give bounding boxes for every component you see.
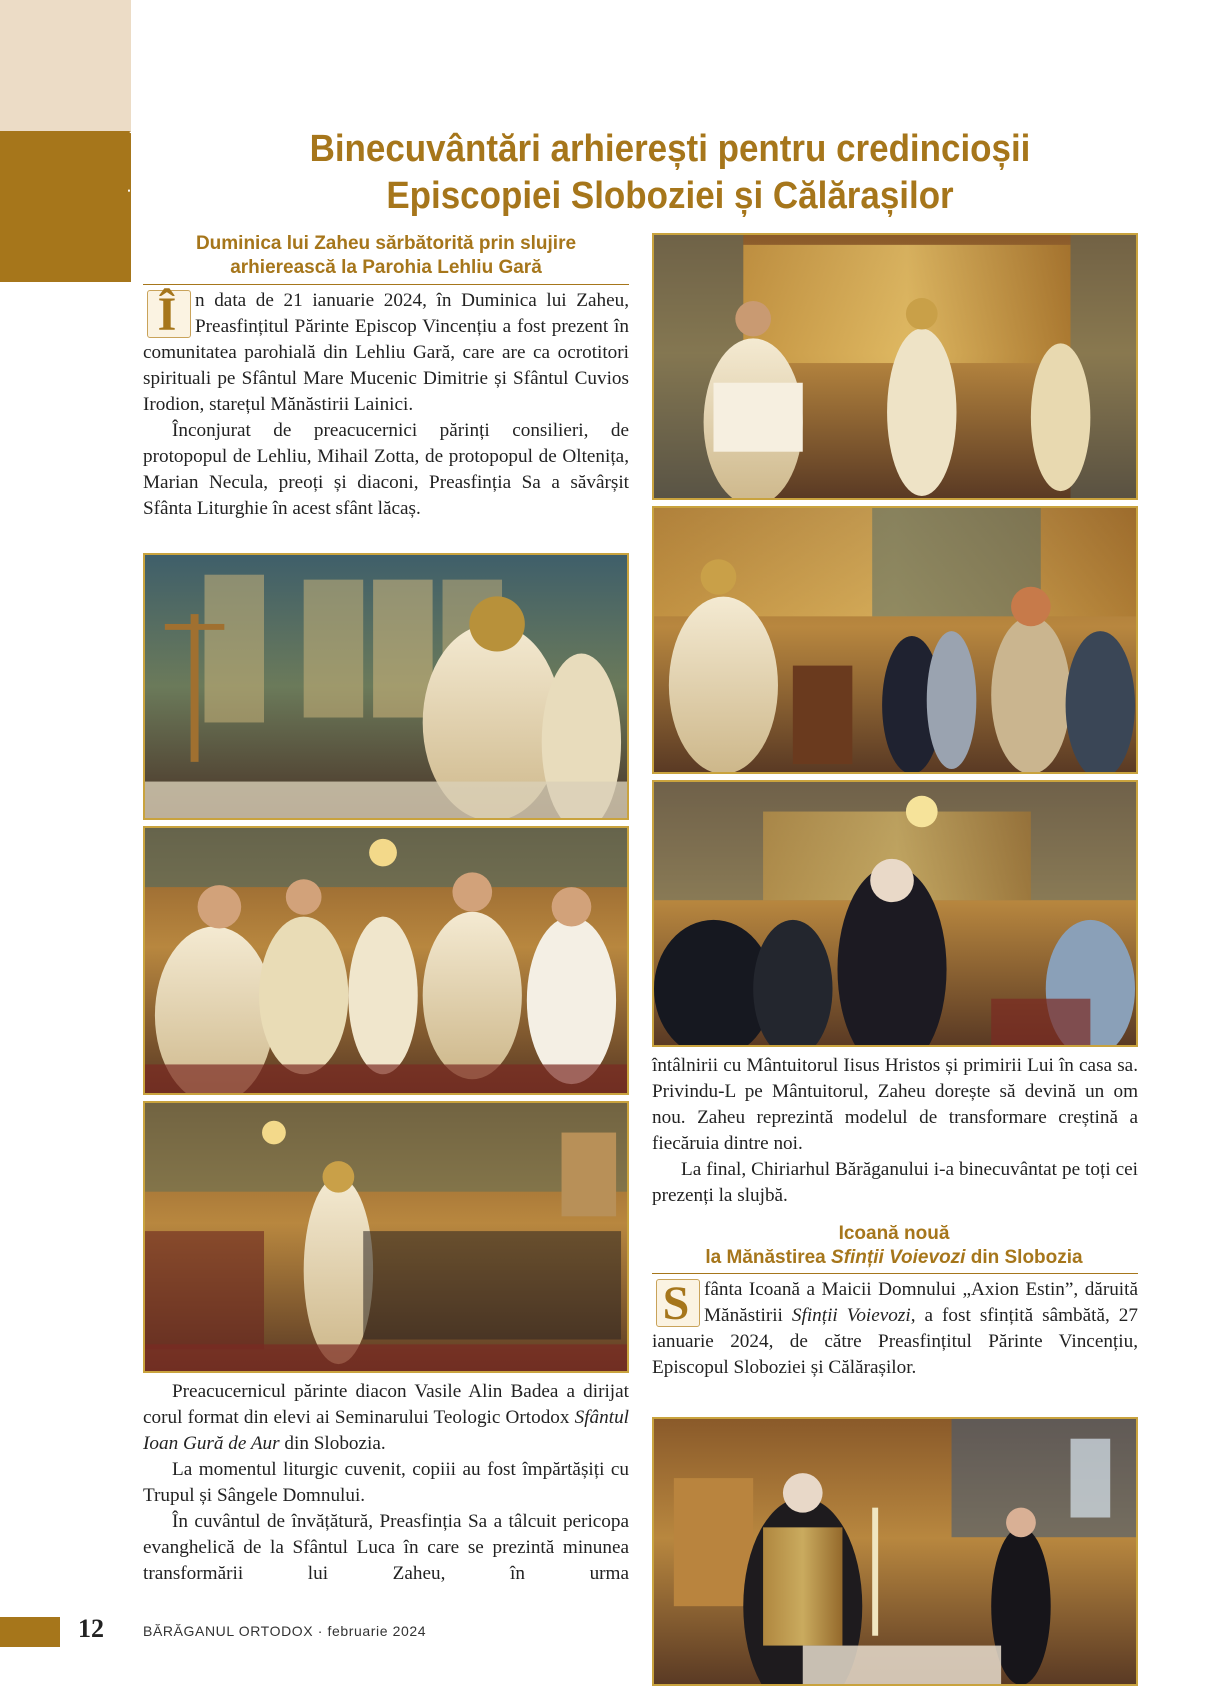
photo-bishop-with-children (652, 780, 1138, 1047)
article-title (274, 126, 1065, 220)
article1-subtitle (143, 232, 629, 280)
drop-cap: Î (143, 288, 191, 338)
photo-monastery-icon (652, 1417, 1138, 1686)
section-tab (0, 126, 150, 282)
photo-congregation (143, 1101, 629, 1373)
article1-paragraph-1: Î n data de 21 ianuarie 2024, în Duminica lui Zaheu, Preasfințitul Părinte Episcop Vincențiu a fost prezent în comunitatea parohială din Lehliu Gară, care are ca ocrotitori spirituali pe Sfântul Mare Mucenic Dimitrie și Sfântul Cuvios Irodion, starețul Mănăstirii Lainici. (143, 288, 629, 415)
article1-text-bottom (143, 1379, 629, 1587)
article2-subtitle (652, 1222, 1136, 1270)
footer-bar (0, 1617, 60, 1647)
article2-subtitle-line-1: Icoană nouă (838, 1223, 950, 1244)
article1-paragraph-2: Înconjurat de preacucernici părinți consilieri, de protopopul de Lehliu, Mihail Zotta, de protopopul de Oltenița, Marian Necula, preoți și diaconi, Preasfinția Sa a săvârșit Sfânta Liturghie în acest sfânt lăcaș. (143, 420, 629, 519)
article1-paragraph-5: În cuvântul de învățătură, Preasfinția Sa a tâlcuit pericopa evanghelică de la Sfântul Luca în care se prezintă minunea transformării lui Zaheu, în urma (143, 1511, 629, 1584)
article1-text-top (143, 288, 629, 522)
article1-subtitle-rule (143, 284, 629, 285)
article1-paragraph-6: întâlnirii cu Mântuitorul Iisus Hristos și primirii Lui în casa sa. Privindu-L pe Mântuitorul, Zaheu dorește să devină un om nou. Zaheu reprezintă modelul de transformare creștină a fiecăruia dintre noi. (652, 1055, 1138, 1154)
photo-faithful-candles (652, 506, 1138, 774)
title-line-1: Binecuvântări arhierești pentru credincioșii (309, 128, 1031, 170)
section-label: eveniment (124, 126, 150, 251)
article2-subtitle-rule (652, 1273, 1138, 1274)
article1-subtitle-line-1: Duminica lui Zaheu sărbătorită prin slujire (195, 233, 577, 254)
article2-paragraph-1: S fânta Icoană a Maicii Domnului „Axion Estin”, dăruită Mănăstirii Sfinții Voievozi, a fost sfințită sâmbătă, 27 ianuarie 2024, de către Preasfințitul Părinte Vincențiu, Episcopul Sloboziei și Călărașilor. (652, 1277, 1138, 1378)
page-number: 12 (78, 1614, 104, 1643)
article1-subtitle-line-2: arhierească la Parohia Lehliu Gară (230, 257, 542, 278)
article1-text-continued (652, 1053, 1138, 1209)
photo-bishop-altar (143, 553, 629, 820)
footer-publication: BĂRĂGANUL ORTODOX · februarie 2024 (143, 1623, 427, 1639)
photo-iconostasis-liturgy (652, 233, 1138, 500)
article2-text (652, 1277, 1138, 1381)
article2-subtitle-line-2: la Mănăstirea Sfinții Voievozi din Slobozia (705, 1247, 1083, 1268)
article1-paragraph-7: La final, Chiriarhul Bărăganului i-a binecuvântat pe toți cei prezenți la slujbă. (652, 1159, 1138, 1206)
corner-decoration (0, 0, 131, 131)
drop-cap: S (652, 1277, 700, 1327)
title-line-2: Episcopiei Sloboziei și Călărașilor (386, 175, 954, 217)
article1-paragraph-3: Preacucernicul părinte diacon Vasile Alin Badea a dirijat corul format din elevi ai Seminarului Teologic Ortodox Sfântul Ioan Gură de Aur din Slobozia. (143, 1381, 629, 1454)
photo-clergy-group (143, 826, 629, 1095)
article1-paragraph-4: La momentul liturgic cuvenit, copiii au fost împărtășiți cu Trupul și Sângele Domnului. (143, 1459, 629, 1506)
